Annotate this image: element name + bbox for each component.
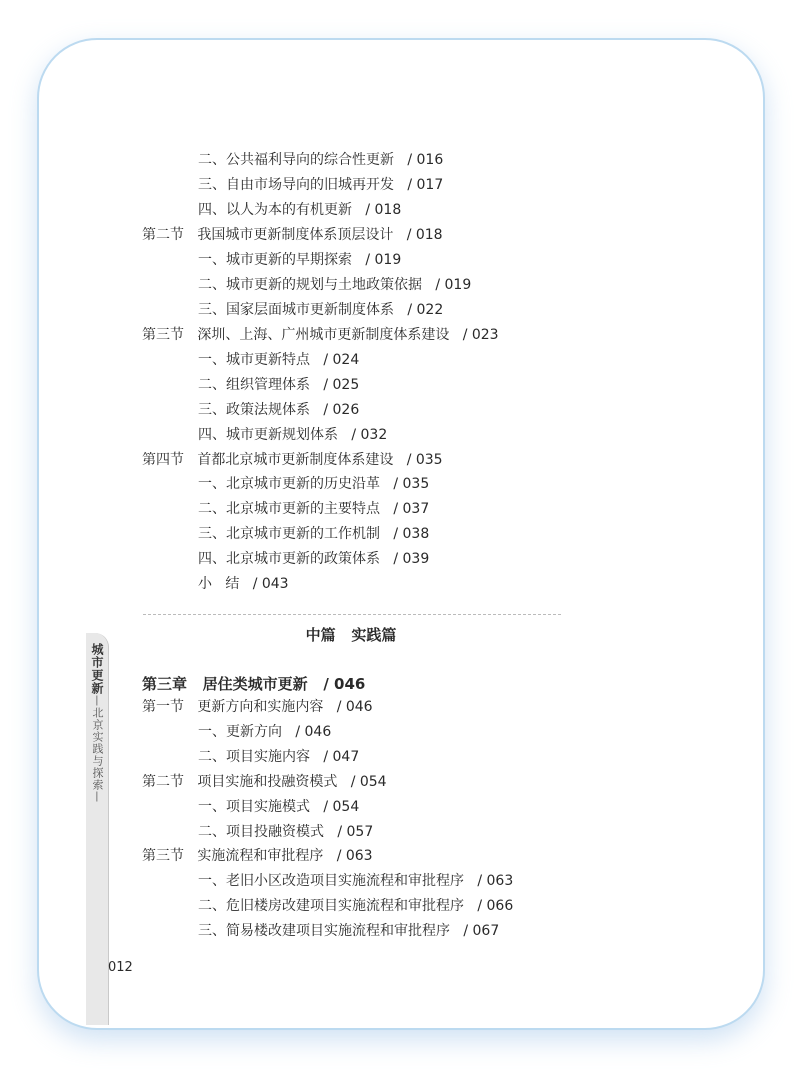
chapter-title: 第三章 居住类城市更新 / 046 [142,675,366,693]
toc-entry: 二、项目实施内容 / 047 [198,749,360,765]
toc-section: 第二节 项目实施和投融资模式 / 054 [142,774,387,790]
toc-entry: 二、公共福利导向的综合性更新 / 016 [198,152,444,168]
toc-entry: 一、更新方向 / 046 [198,724,332,740]
toc-entry: 四、城市更新规划体系 / 032 [198,427,388,443]
toc-entry: 二、危旧楼房改建项目实施流程和审批程序 / 066 [198,898,514,914]
toc-section: 第一节 更新方向和实施内容 / 046 [142,699,373,715]
side-tab-label [88,643,106,803]
section-title: 中篇 实践篇 [305,626,397,644]
toc-entry: 三、国家层面城市更新制度体系 / 022 [198,302,444,318]
toc-entry: 三、北京城市更新的工作机制 / 038 [198,526,430,542]
toc-section: 第三节 实施流程和审批程序 / 063 [142,848,373,864]
toc-section: 第四节 首都北京城市更新制度体系建设 / 035 [142,452,443,468]
section-divider [143,614,561,615]
toc-section: 第三节 深圳、上海、广州城市更新制度体系建设 / 023 [142,327,499,343]
page-number: 012 [108,960,133,975]
toc-entry: 四、以人为本的有机更新 / 018 [198,202,402,218]
side-tab-subtitle: —北京实践与探索— [91,695,104,803]
toc-entry: 二、北京城市更新的主要特点 / 037 [198,501,430,517]
toc-entry: 一、北京城市更新的历史沿革 / 035 [198,476,430,492]
toc-entry: 二、组织管理体系 / 025 [198,377,360,393]
toc-entry: 小 结 / 043 [198,576,289,592]
toc-entry: 二、项目投融资模式 / 057 [198,824,374,840]
side-tab-title: 城市更新 [90,643,104,695]
toc-entry: 一、城市更新特点 / 024 [198,352,360,368]
toc-entry: 三、简易楼改建项目实施流程和审批程序 / 067 [198,923,500,939]
toc-entry: 二、城市更新的规划与土地政策依据 / 019 [198,277,472,293]
toc-entry: 一、项目实施模式 / 054 [198,799,360,815]
toc-entry: 三、政策法规体系 / 026 [198,402,360,418]
toc-entry: 一、城市更新的早期探索 / 019 [198,252,402,268]
toc-entry: 三、自由市场导向的旧城再开发 / 017 [198,177,444,193]
toc-entry: 一、老旧小区改造项目实施流程和审批程序 / 063 [198,873,514,889]
toc-section: 第二节 我国城市更新制度体系顶层设计 / 018 [142,227,443,243]
toc-entry: 四、北京城市更新的政策体系 / 039 [198,551,430,567]
